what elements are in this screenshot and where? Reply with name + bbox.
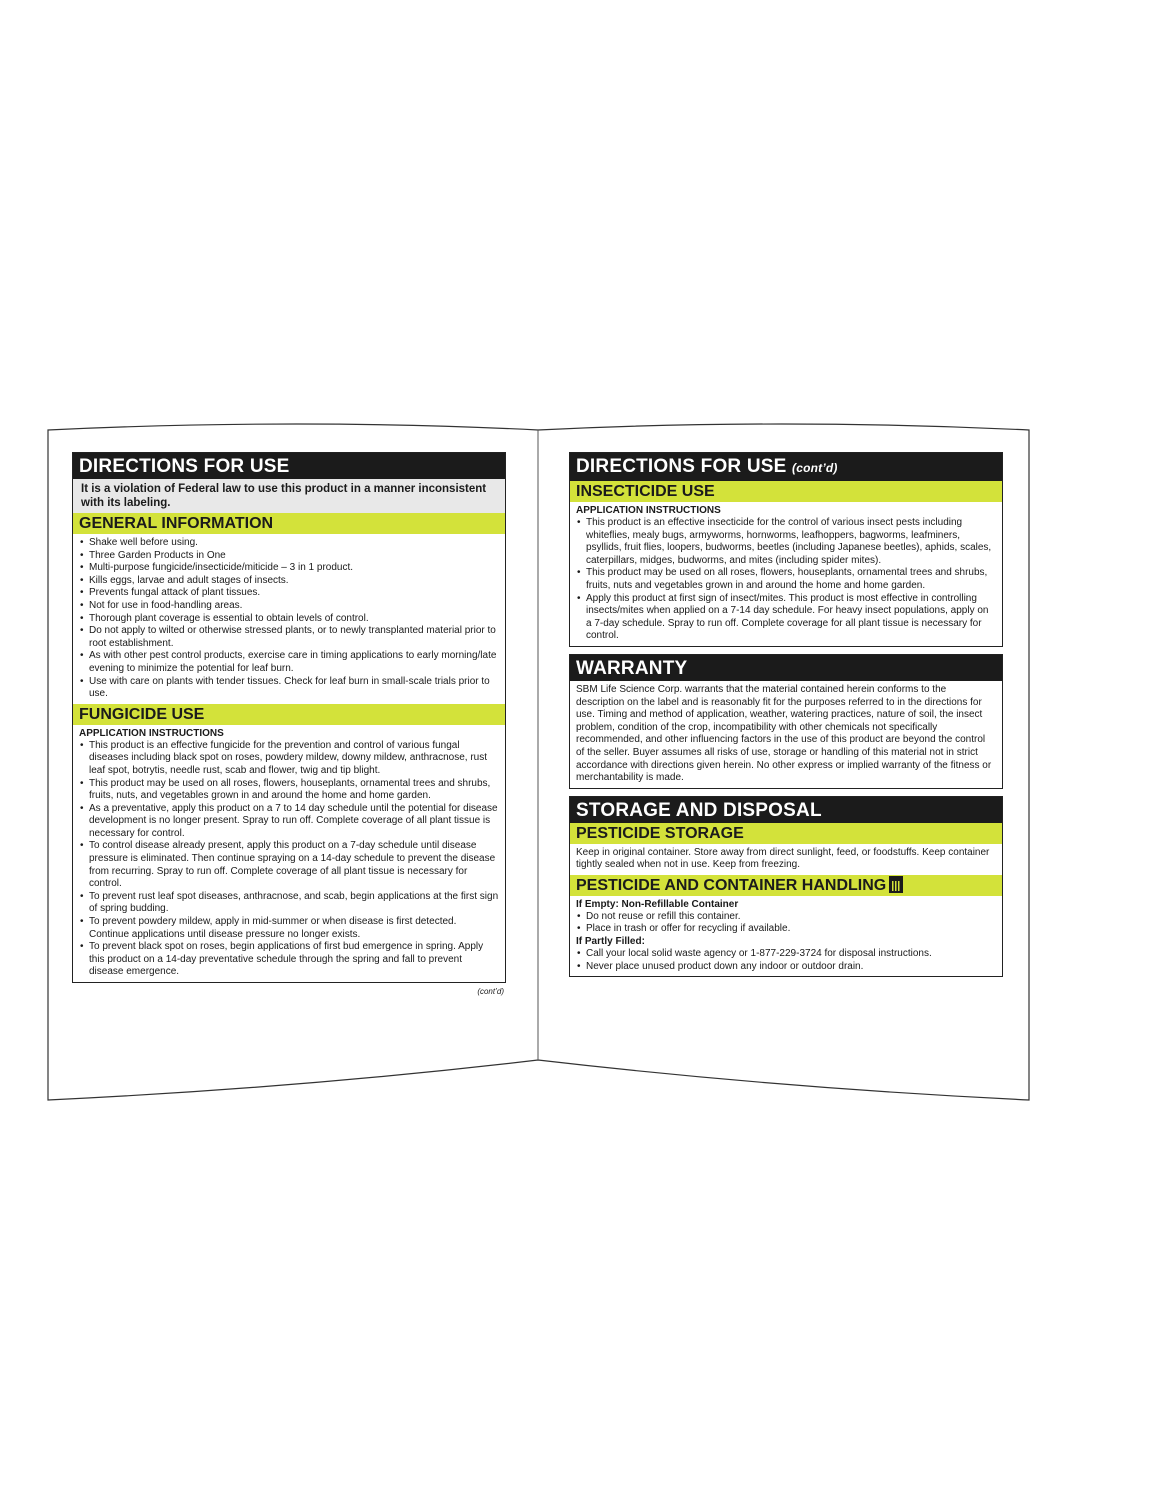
list-item: • As a preventative, apply this product on a 7 to 14 day schedule until the potential for disease development is no longer present. Spray to run off. Complete coverage of all plant tissue is necessary for control.: [79, 803, 499, 841]
general-information-heading: GENERAL INFORMATION: [73, 513, 505, 534]
warranty-panel: [569, 654, 1003, 789]
right-page: [569, 452, 1003, 977]
warranty-heading: WARRANTY: [570, 655, 1002, 681]
federal-law-warning: It is a violation of Federal law to use this product in a manner inconsistent with its labeling.: [73, 479, 505, 513]
directions-title: DIRECTIONS FOR USE: [73, 453, 505, 479]
insecticide-use-content: [570, 502, 1002, 646]
warranty-content: [570, 681, 1002, 788]
list-item: • This product may be used on all roses, flowers, houseplants, ornamental trees and shrubs, fruits, nuts, and vegetables grown in and around the home and home garden.: [79, 778, 499, 803]
general-information-content: [73, 534, 505, 704]
list-item: • Three Garden Products in One: [79, 550, 499, 563]
list-item: • Never place unused product down any indoor or outdoor drain.: [576, 961, 996, 974]
list-item: • Multi-purpose fungicide/insecticide/miticide – 3 in 1 product.: [79, 562, 499, 575]
pesticide-storage-heading: PESTICIDE STORAGE: [570, 823, 1002, 844]
fungicide-use-heading: FUNGICIDE USE: [73, 704, 505, 725]
container-handling-heading-bar: [570, 875, 1002, 896]
pesticide-storage-content: [570, 844, 1002, 875]
list-item: • As with other pest control products, exercise care in timing applications to early morning/late evening to minimize the potential for leaf burn.: [79, 650, 499, 675]
trash-can-icon: [889, 876, 903, 893]
list-item: • Do not apply to wilted or otherwise stressed plants, or to newly transplanted material prior to root establishment.: [79, 625, 499, 650]
list-item: • This product is an effective insecticide for the control of various insect pests including whiteflies, mealy bugs, armyworms, hornworms, leafhoppers, bagworms, leafminers, psyllids, fruit flies, loopers, budworms, beetles (including Japanese beetles), aphids, scales, caterpillars, midges, budworms, and mites (including spider mites).: [576, 517, 996, 567]
directions-contd-panel: [569, 452, 1003, 647]
insecticide-application-subheading: APPLICATION INSTRUCTIONS: [576, 505, 721, 516]
list-item: • Thorough plant coverage is essential to obtain levels of control.: [79, 613, 499, 626]
fungicide-use-content: [73, 725, 505, 982]
list-item: • To prevent rust leaf spot diseases, anthracnose, and scab, begin applications at the first sign of spring budding.: [79, 891, 499, 916]
list-item: • Not for use in food-handling areas.: [79, 600, 499, 613]
general-information-list: [79, 537, 499, 701]
container-handling-content: [570, 896, 1002, 976]
list-item: • To prevent black spot on roses, begin applications of first bud emergence in spring. Apply this product on a 14-day preventative schedule through the spring and fall to prevent disease emergence.: [79, 941, 499, 979]
directions-contd-title-text: DIRECTIONS FOR USE: [576, 456, 787, 477]
fungicide-use-list: [79, 740, 499, 979]
list-item: • Call your local solid waste agency or 1-877-229-3724 for disposal instructions.: [576, 948, 996, 961]
continued-note: (cont’d): [477, 987, 504, 996]
directions-contd-title: [570, 453, 1002, 481]
if-empty-list: [576, 911, 996, 936]
insecticide-use-list: [576, 517, 996, 643]
left-page: [72, 452, 506, 996]
list-item: • This product may be used on all roses, flowers, houseplants, ornamental trees and shrubs, fruits, nuts and vegetables grown in and around the home and home garden.: [576, 567, 996, 592]
list-item: • Use with care on plants with tender tissues. Check for leaf burn in small-scale trials prior to use.: [79, 676, 499, 701]
list-item: • Shake well before using.: [79, 537, 499, 550]
if-partly-label: If Partly Filled:: [576, 936, 645, 948]
storage-disposal-heading: STORAGE AND DISPOSAL: [570, 797, 1002, 823]
container-handling-heading: PESTICIDE AND CONTAINER HANDLING: [576, 876, 887, 894]
list-item: • Apply this product at first sign of insect/mites. This product is most effective in controlling insects/mites when applied on a 7-14 day schedule. For heavy insect populations, apply on a 7-day schedule. Spray to run off. Complete coverage for all plant tissue is necessary for control.: [576, 593, 996, 643]
list-item: • This product is an effective fungicide for the prevention and control of various fungal diseases including black spot on roses, powdery mildew, downy mildew, anthracnose, rust leaf spot, botrytis, needle rust, scab and flower, twig and tip blight.: [79, 740, 499, 778]
insecticide-use-heading: INSECTICIDE USE: [570, 481, 1002, 502]
warranty-text: SBM Life Science Corp. warrants that the material contained herein conforms to the description on the label and is reasonably fit for the purposes referred to in the directions for use. Timing and method of application, weather, watering practices, nature of soil, the insect problem, condition of the crop, incompatibility with other chemicals not specifically recommended, and other influencing factors in the use of this product are beyond the control of the seller. Buyer assumes all risks of use, storage or handling of this material not in strict accordance with directions given herein. No other express or implied warranty of the fitness or merchantability is made.: [576, 683, 992, 784]
list-item: • To prevent powdery mildew, apply in mid-summer or when disease is first detected. Continue applications until disease pressure no longer exists.: [79, 916, 499, 941]
list-item: • To control disease already present, apply this product on a 7-day schedule until disease pressure is eliminated. Then continue spraying on a 14-day schedule to prevent the disease from recurring. Spray to run off. Complete coverage of all plant tissue is necessary for control.: [79, 840, 499, 890]
if-partly-list: [576, 948, 996, 973]
if-empty-label: If Empty: Non-Refillable Container: [576, 898, 739, 910]
list-item: • Kills eggs, larvae and adult stages of insects.: [79, 575, 499, 588]
list-item: • Prevents fungal attack of plant tissues.: [79, 587, 499, 600]
fungicide-application-subheading: APPLICATION INSTRUCTIONS: [79, 727, 224, 739]
pesticide-storage-text: Keep in original container. Store away from direct sunlight, feed, or foodstuffs. Keep container tightly sealed when not in use. Keep from freezing.: [576, 846, 990, 871]
list-item: • Do not reuse or refill this container.: [576, 911, 996, 924]
list-item: • Place in trash or offer for recycling if available.: [576, 923, 996, 936]
title-suffix: (cont’d): [792, 461, 838, 475]
directions-panel: [72, 452, 506, 983]
storage-disposal-panel: [569, 796, 1003, 978]
